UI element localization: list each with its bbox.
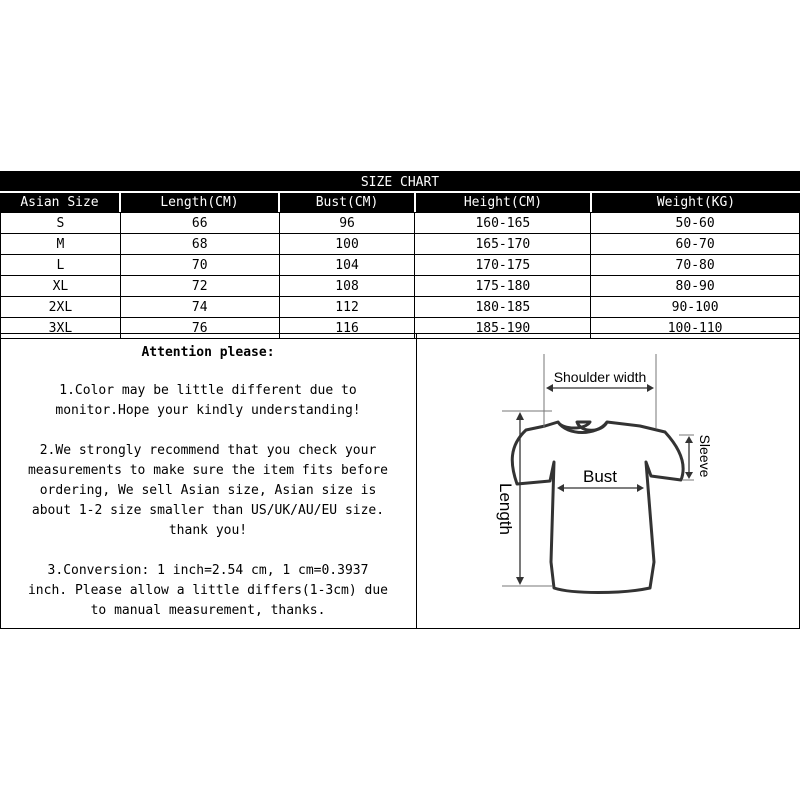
table-cell: M [1,234,121,255]
table-cell: 66 [120,213,279,234]
table-cell: 90-100 [591,297,800,318]
table-cell: 170-175 [415,255,591,276]
table-cell: 70-80 [591,255,800,276]
table-cell: 100 [279,234,415,255]
table-cell: 100-110 [591,318,800,339]
table-cell: 80-90 [591,276,800,297]
table-cell: 108 [279,276,415,297]
table-cell: 165-170 [415,234,591,255]
table-cell: 2XL [1,297,121,318]
table-cell: 112 [279,297,415,318]
table-cell: 76 [120,318,279,339]
attention-note-2: 2.We strongly recommend that you check your measurements to make sure the item fits before ordering, We sell Asian size, Asian size is about 1-2 size smaller than US/UK/AU/EU size. thank you! [27,443,389,538]
table-cell: 175-180 [415,276,591,297]
attention-title: Attention please: [141,345,275,360]
attention-note-1: 1.Color may be little different due to monitor.Hope your kindly understanding! [55,383,361,418]
table-row [1,213,800,234]
bust-label: Bust [582,467,618,486]
table-cell: L [1,255,121,276]
header-height: Height(CM) [463,195,543,210]
table-cell: 96 [279,213,415,234]
table-cell: 116 [279,318,415,339]
table-cell: 160-165 [415,213,591,234]
shoulder-width-label: Shoulder width [553,369,647,385]
table-row [1,255,800,276]
tshirt-measure-svg [417,334,799,626]
table-cell: 68 [120,234,279,255]
header-asian-size: Asian Size [20,195,99,210]
table-cell: 72 [120,276,279,297]
table-cell: 70 [120,255,279,276]
tshirt-diagram [417,334,799,626]
length-label: Length [496,483,515,535]
table-row [1,297,800,318]
table-cell: XL [1,276,121,297]
size-table [0,212,800,339]
header-bust: Bust(CM) [315,195,379,210]
header-weight: Weight(KG) [656,195,736,210]
table-row [1,234,800,255]
table-cell: 104 [279,255,415,276]
attention-section [0,333,416,627]
chart-title: SIZE CHART [0,174,800,191]
header-row [0,193,800,212]
table-cell: 60-70 [591,234,800,255]
table-cell: 50-60 [591,213,800,234]
table-row [1,276,800,297]
table-cell: 185-190 [415,318,591,339]
table-cell: S [1,213,121,234]
table-cell: 180-185 [415,297,591,318]
table-cell: 3XL [1,318,121,339]
sleeve-label: Sleeve [697,434,713,478]
table-cell: 74 [120,297,279,318]
tshirt-outline-icon [512,422,683,593]
attention-note-3: 3.Conversion: 1 inch=2.54 cm, 1 cm=0.3937 inch. Please allow a little differs(1-3cm) due to manual measurement, thanks. [27,563,389,618]
header-length: Length(CM) [160,195,239,210]
